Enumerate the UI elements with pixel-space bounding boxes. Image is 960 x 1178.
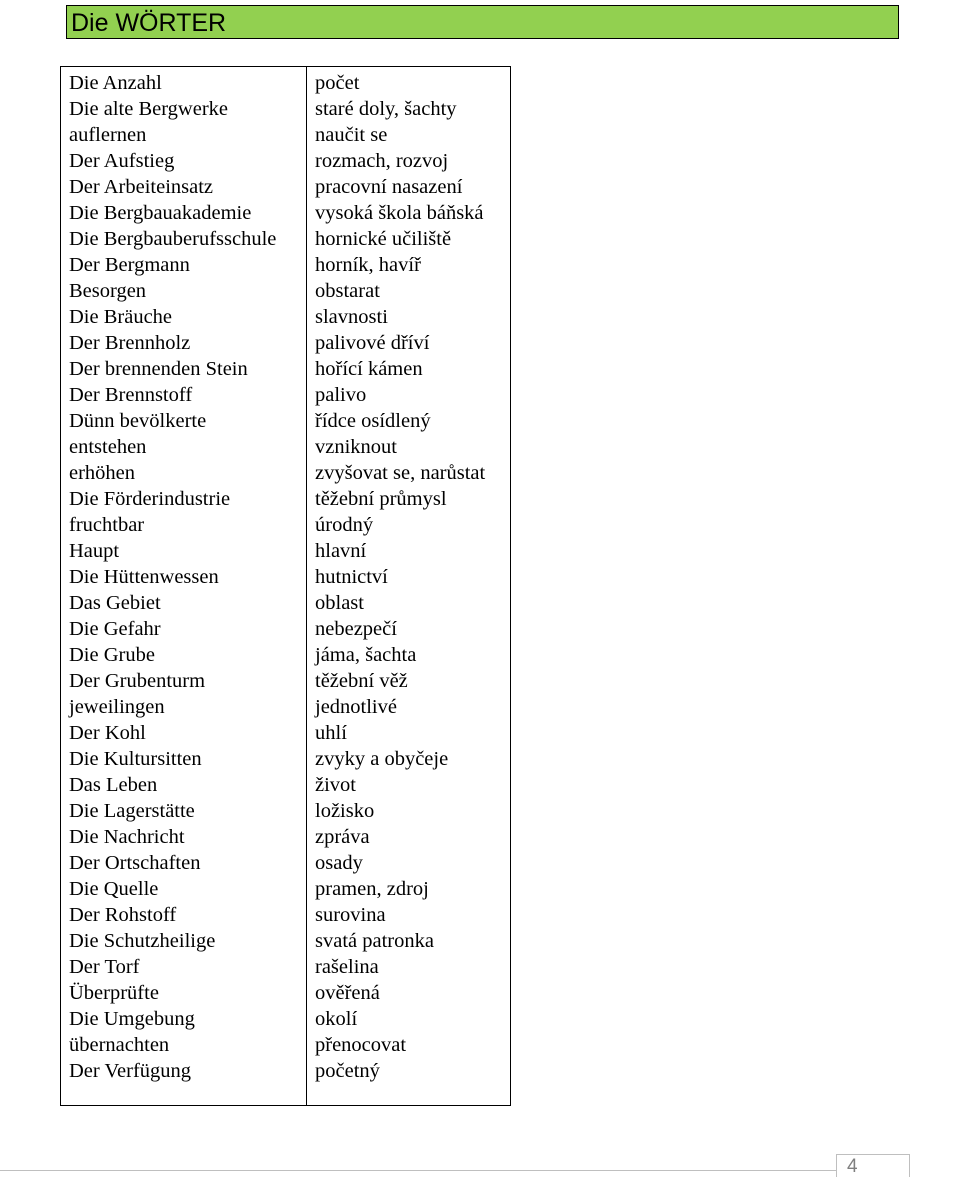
german-word: Überprüfte bbox=[69, 982, 159, 1004]
page-number: 4 bbox=[847, 1156, 858, 1177]
czech-translation: rozmach, rozvoj bbox=[315, 150, 449, 172]
czech-translation: surovina bbox=[315, 904, 386, 926]
german-word: Die Quelle bbox=[69, 878, 159, 900]
german-word: Die Bräuche bbox=[69, 306, 173, 328]
czech-translation: úrodný bbox=[315, 514, 374, 536]
czech-translation: počet bbox=[315, 72, 360, 94]
czech-translation: palivové dříví bbox=[315, 332, 430, 354]
german-word: Die Bergbauakademie bbox=[69, 202, 252, 224]
czech-translation: těžební průmysl bbox=[315, 488, 447, 510]
german-word: fruchtbar bbox=[69, 514, 145, 536]
czech-translation: hlavní bbox=[315, 540, 367, 562]
german-word: entstehen bbox=[69, 436, 147, 458]
czech-translation: pracovní nasazení bbox=[315, 176, 463, 198]
german-word: übernachten bbox=[69, 1034, 170, 1056]
czech-translation: ložisko bbox=[315, 800, 375, 822]
czech-translation: jáma, šachta bbox=[315, 644, 417, 666]
czech-translation: vysoká škola báňská bbox=[315, 202, 484, 224]
czech-translation: okolí bbox=[315, 1008, 358, 1030]
german-word: Das Leben bbox=[69, 774, 158, 796]
vocabulary-table bbox=[60, 66, 511, 1106]
footer-divider bbox=[0, 1170, 836, 1171]
czech-translation: slavnosti bbox=[315, 306, 388, 328]
czech-translation: rašelina bbox=[315, 956, 379, 978]
german-word: jeweilingen bbox=[69, 696, 165, 718]
german-word: Der Torf bbox=[69, 956, 140, 978]
german-word: auflernen bbox=[69, 124, 147, 146]
czech-translation: ověřená bbox=[315, 982, 380, 1004]
german-word: Das Gebiet bbox=[69, 592, 161, 614]
german-word: Der Aufstieg bbox=[69, 150, 175, 172]
german-word: Der Brennstoff bbox=[69, 384, 193, 406]
german-word: Dünn bevölkerte bbox=[69, 410, 207, 432]
czech-translation: horník, havíř bbox=[315, 254, 421, 276]
german-word: Der Grubenturm bbox=[69, 670, 206, 692]
czech-translation: pramen, zdroj bbox=[315, 878, 429, 900]
czech-translation: nebezpečí bbox=[315, 618, 397, 640]
german-word: Die alte Bergwerke bbox=[69, 98, 228, 120]
czech-translation: zpráva bbox=[315, 826, 370, 848]
czech-translation: palivo bbox=[315, 384, 367, 406]
german-word: Die Anzahl bbox=[69, 72, 162, 94]
czech-translation: jednotlivé bbox=[315, 696, 397, 718]
czech-translation: naučit se bbox=[315, 124, 388, 146]
german-word: Die Lagerstätte bbox=[69, 800, 195, 822]
german-word: Die Kultursitten bbox=[69, 748, 202, 770]
czech-translation: hutnictví bbox=[315, 566, 388, 588]
czech-translation: oblast bbox=[315, 592, 364, 614]
czech-translation: staré doly, šachty bbox=[315, 98, 457, 120]
german-word: Haupt bbox=[69, 540, 120, 562]
czech-translation: život bbox=[315, 774, 356, 796]
german-word: Der Bergmann bbox=[69, 254, 190, 276]
german-word: Der Ortschaften bbox=[69, 852, 201, 874]
german-word: Die Umgebung bbox=[69, 1008, 195, 1030]
czech-translation: řídce osídlený bbox=[315, 410, 431, 432]
czech-translation: zvyšovat se, narůstat bbox=[315, 462, 486, 484]
czech-translation: vzniknout bbox=[315, 436, 397, 458]
czech-translation: zvyky a obyčeje bbox=[315, 748, 449, 770]
german-word: Der Kohl bbox=[69, 722, 146, 744]
german-word: Besorgen bbox=[69, 280, 147, 302]
czech-column bbox=[307, 67, 510, 1105]
czech-translation: těžební věž bbox=[315, 670, 408, 692]
german-word: Die Gefahr bbox=[69, 618, 161, 640]
german-word: Der Verfügung bbox=[69, 1060, 192, 1082]
german-word: Der Arbeiteinsatz bbox=[69, 176, 214, 198]
title-bar bbox=[66, 5, 899, 39]
german-word: Der Brennholz bbox=[69, 332, 191, 354]
czech-translation: osady bbox=[315, 852, 363, 874]
german-word: Der Rohstoff bbox=[69, 904, 177, 926]
czech-translation: hornické učiliště bbox=[315, 228, 452, 250]
german-word: Die Förderindustrie bbox=[69, 488, 231, 510]
page-number-box bbox=[836, 1154, 910, 1177]
german-word: Der brennenden Stein bbox=[69, 358, 248, 380]
czech-translation: uhlí bbox=[315, 722, 347, 744]
german-word: Die Hüttenwessen bbox=[69, 566, 219, 588]
czech-translation: svatá patronka bbox=[315, 930, 434, 952]
german-word: Die Bergbauberufsschule bbox=[69, 228, 277, 250]
german-column bbox=[61, 67, 307, 1105]
czech-translation: přenocovat bbox=[315, 1034, 407, 1056]
czech-translation: početný bbox=[315, 1060, 380, 1082]
german-word: erhöhen bbox=[69, 462, 136, 484]
page-title: Die WÖRTER bbox=[71, 9, 227, 37]
czech-translation: obstarat bbox=[315, 280, 380, 302]
german-word: Die Nachricht bbox=[69, 826, 185, 848]
german-word: Die Grube bbox=[69, 644, 155, 666]
czech-translation: hořící kámen bbox=[315, 358, 423, 380]
german-word: Die Schutzheilige bbox=[69, 930, 216, 952]
